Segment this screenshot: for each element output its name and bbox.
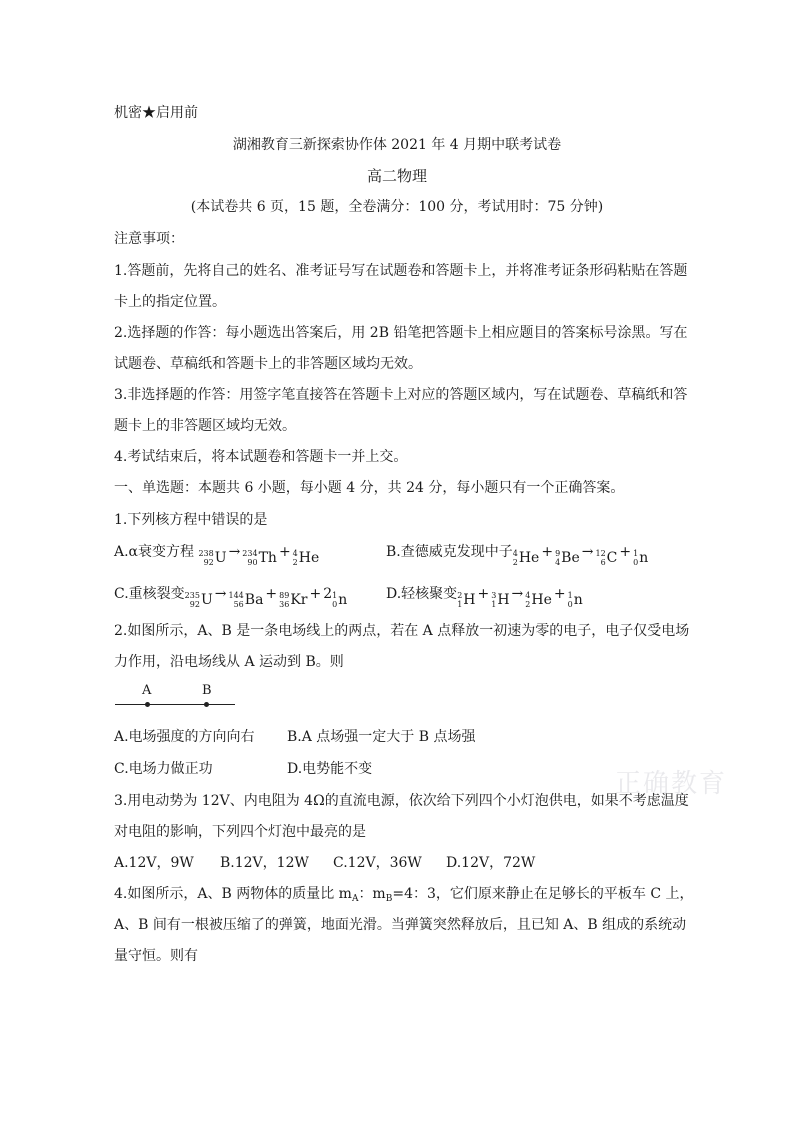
q4-stem-line-2: A、B 间有一根被压缩了的弹簧，地面光滑。当弹簧突然释放后，且已知 A、B 组成的系统动 bbox=[114, 917, 687, 933]
point-b-label: B bbox=[202, 683, 212, 698]
note-3a: 3.非选择题的作答：用签字笔直接答在答题卡上对应的答题区域内，写在试题卷、草稿纸和答 bbox=[114, 387, 688, 403]
watermark: 正确教育 bbox=[615, 769, 728, 799]
neutron: 1 0 n bbox=[332, 591, 348, 609]
note-4: 4.考试结束后，将本试题卷和答题卡一并上交。 bbox=[114, 449, 408, 465]
note-2a: 2.选择题的作答：每小题选出答案后，用 2B 铅笔把答题卡上相应题目的答案标号涂黑。写在 bbox=[114, 325, 688, 341]
q2-option-b: B.A 点场强一定大于 B 点场强 bbox=[287, 729, 476, 745]
q2-stem-line-2: 力作用，沿电场线从 A 运动到 B。则 bbox=[114, 654, 344, 670]
exam-info: (本试卷共 6 页，15 题，全卷满分：100 分，考试用时：75 分钟) bbox=[190, 199, 604, 215]
note-1b: 卡上的指定位置。 bbox=[114, 294, 226, 310]
neutron: 1 0 n bbox=[633, 549, 649, 567]
field-line bbox=[115, 704, 235, 705]
point-b-dot bbox=[204, 702, 209, 707]
point-a-label: A bbox=[142, 683, 152, 698]
section-1-heading: 一、单选题：本题共 6 小题，每小题 4 分，共 24 分，每小题只有一个正确答案。 bbox=[114, 480, 625, 496]
nuclide-he4: 4 2 He bbox=[525, 591, 552, 609]
neutron: 1 0 n bbox=[567, 591, 583, 609]
nuclide-h3: 3 1 H bbox=[491, 591, 510, 609]
nuclide-u235: 235 92 U bbox=[184, 591, 213, 609]
q3-option-a: A.12V，9W bbox=[114, 855, 194, 871]
note-2b: 试题卷、草稿纸和答题卡上的非答题区域均无效。 bbox=[114, 356, 422, 372]
q1-option-a: A.α衰变方程 238 92 U → 234 90 Th + 4 2 He bbox=[114, 544, 320, 567]
q1-option-d: D.轻核聚变 2 1 H + 3 1 H → 4 2 He + 1 0 n bbox=[386, 586, 583, 609]
secret-label: 机密★启用前 bbox=[114, 105, 198, 121]
exam-title: 湖湘教育三新探索协作体 2021 年 4 月期中联考试卷 bbox=[232, 137, 562, 153]
q4-stem-line-3: 量守恒。则有 bbox=[114, 948, 198, 964]
note-3b: 题卡上的非答题区域均无效。 bbox=[114, 418, 296, 434]
electric-field-line-figure bbox=[112, 684, 242, 714]
notes-heading: 注意事项： bbox=[114, 231, 184, 247]
q3-option-d: D.12V，72W bbox=[446, 855, 536, 871]
q1-stem: 1.下列核方程中错误的是 bbox=[114, 512, 268, 528]
q1-option-c: C.重核裂变 235 92 U → 144 56 Ba + 89 36 Kr + 2 1 0 n bbox=[114, 586, 348, 609]
nuclide-u238: 238 92 U bbox=[198, 549, 227, 567]
q3-stem-line-1: 3.用电动势为 12V、内电阻为 4Ω的直流电源，依次给下列四个小灯泡供电，如果不考虑温度 bbox=[114, 793, 689, 809]
nuclide-be9: 9 4 Be bbox=[555, 549, 580, 567]
q2-option-c: C.电场力做正功 bbox=[114, 761, 213, 777]
q2-stem-line-1: 2.如图所示，A、B 是一条电场线上的两点，若在 A 点释放一初速为零的电子，电子仅受电场 bbox=[114, 623, 690, 639]
point-a-dot bbox=[145, 702, 150, 707]
q2-option-d: D.电势能不变 bbox=[287, 761, 373, 777]
q3-option-b: B.12V，12W bbox=[220, 855, 309, 871]
q2-option-a: A.电场强度的方向向右 bbox=[114, 729, 255, 745]
nuclide-th234: 234 90 Th bbox=[242, 549, 277, 567]
q4-stem-line-1: 4.如图所示，A、B 两物体的质量比 $m_A$：$m_B=4$：3，它们原来静止在足够长的平板车 C 上， bbox=[114, 886, 694, 904]
note-1a: 1.答题前，先将自己的姓名、准考证号写在试题卷和答题卡上，并将准考证条形码粘贴在答题 bbox=[114, 263, 688, 279]
nuclide-kr89: 89 36 Kr bbox=[279, 591, 308, 609]
subject-title: 高二物理 bbox=[366, 167, 427, 185]
nuclide-c12: 12 6 C bbox=[595, 549, 618, 567]
q1-option-b: B.查德威克发现中子 4 2 He + 9 4 Be → 12 6 C + 1 0 n bbox=[386, 544, 649, 567]
nuclide-he4: 4 2 He bbox=[512, 549, 540, 567]
q3-stem-line-2: 对电阻的影响，下列四个灯泡中最亮的是 bbox=[114, 824, 366, 840]
nuclide-he4: 4 2 He bbox=[292, 549, 320, 567]
nuclide-ba144: 144 56 Ba bbox=[228, 591, 264, 609]
nuclide-h2: 2 1 H bbox=[457, 591, 476, 609]
q3-option-c: C.12V，36W bbox=[333, 855, 422, 871]
